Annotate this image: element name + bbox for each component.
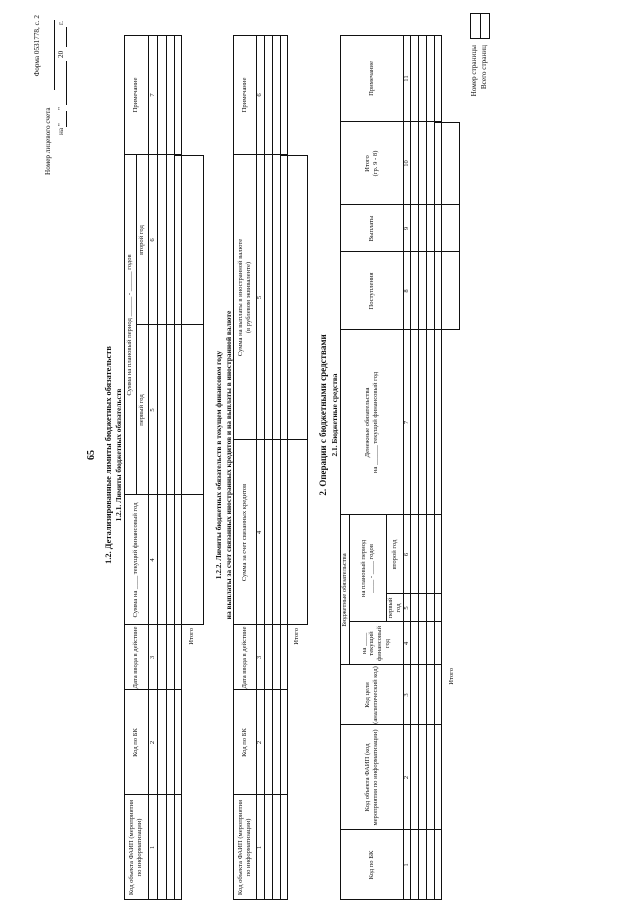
col-note-header: Примечание bbox=[132, 77, 140, 113]
col-plan-period-header: Сумма на плановый период ______ - ______ годов bbox=[126, 254, 134, 396]
col3-first-year-header: первый год bbox=[386, 597, 402, 619]
page-number: 65 bbox=[86, 450, 97, 460]
col3-faip-header: Код объекта ФАИП (код мероприятия по информатизации) bbox=[363, 729, 379, 826]
section-1-2-title: 1.2. Детализированные лимиты бюджетных обязательств bbox=[104, 346, 113, 564]
limits-total-label: Итого bbox=[188, 628, 196, 645]
col-first-year-header: первый год bbox=[138, 394, 146, 426]
foreign-total-label: Итого bbox=[293, 628, 301, 645]
col2-faip-header: Код объекта ФАИП (мероприятия по информатизации) bbox=[236, 799, 252, 896]
col-date-header: Дата ввода в действие bbox=[132, 626, 140, 689]
col-second-year-header: второй год bbox=[138, 225, 146, 255]
col3-second-year-header: второй год bbox=[390, 539, 398, 570]
col3-bk-header: Код по БК bbox=[367, 850, 375, 880]
account-date: на " bbox=[57, 123, 65, 135]
account-number-line bbox=[54, 20, 55, 90]
col2-currency-header: Сумма на выплаты в иностранной валюте (в рублевом эквиваленте) bbox=[236, 238, 252, 357]
page-number-label: Номер страницы bbox=[470, 45, 478, 97]
section-2-title: 2. Операции с бюджетными средствами bbox=[318, 334, 328, 496]
col3-total-header: Итого (гр. 9 - 8) bbox=[363, 150, 379, 177]
section-1-2-2-title-line2: на выплаты за счет связанных иностранных кредитов и на выплаты в иностранной валюте bbox=[224, 310, 233, 620]
col-faip-header: Код объекта ФАИП (мероприятия по информатизации) bbox=[128, 799, 143, 896]
total-pages-label: Всего страниц bbox=[480, 45, 488, 90]
col3-note-header: Примечание bbox=[367, 61, 375, 96]
section-1-2-1-subtitle: 1.2.1. Лимиты бюджетных обязательств bbox=[114, 388, 123, 522]
col2-credits-header: Сумма за счет связанных кредитов bbox=[240, 483, 248, 582]
account-number-label: Номер лицевого счета bbox=[44, 107, 52, 175]
col-bk-header: Код по БК bbox=[132, 728, 140, 757]
form-reference: Форма 0531778, с. 2 bbox=[33, 15, 41, 77]
col3-current-fy-header: на ____ текущий финансовый год bbox=[360, 625, 391, 662]
col2-date-header: Дата ввода в действие bbox=[240, 626, 248, 689]
col3-plan-period-header: на плановый период ____ - ____ годов bbox=[359, 539, 375, 598]
funds-total-label: Итого bbox=[448, 668, 456, 685]
col3-receipts-header: Поступления bbox=[367, 272, 375, 310]
col3-budget-obligations-header: Бюджетные обязательства bbox=[340, 553, 348, 627]
section-1-2-2-title: 1.2.2. Лимиты бюджетных обязательств в текущем финансовом году bbox=[214, 350, 223, 580]
col2-note-header: Примечание bbox=[240, 77, 248, 113]
col3-goal-header: Код цели (аналитический код) bbox=[363, 666, 379, 724]
rotated-form-sheet: 65 Форма 0531778, с. 2 Номер лицевого счета на " " 20 г. 1.2. Детализированные лимиты бюджетных обязательств 1.2.1. Лимиты бюджетных обязательств Итого Код объекта ФАИП (мероприятия по информатизации) Код по БК Дата ввода в действие Сумма на ____ текущий финансовый год Сумма на плановый период ______ - ______ годов первый год второй год Примечание 1 2 3 4 5 6 7 1.2.2. Лимиты бюджетных обязательств в текущем финансовом году на выплаты за счет связанных иностранных кредитов и на выплаты в иностранной валюте Итого Код объекта ФАИП (мероприятия по информатизации) Код по БК Дата ввода в действие Сумма за счет связанных кредитов Сумма на выплаты в иностранной валюте (в рублевом эквиваленте) Примечание 1 2 3 4 5 6 2. Операции с бюджетными средствами 2.1. Бюджетные средства Итого Код по БК Код объекта ФАИП (код мероприятия по информатизации) Код цели (аналитический код) Бюджетные обязательства на ____ текущий финансовый год на плановый период ____ - ____ годов первый год второй год Денежные обязательства на ______ текущий финансовый год Поступления Выплаты Итого (гр. 9 - 8) Примечание 1 2 3 4 5 6 7 8 9 10 11 Номер страницы Всего страниц bbox=[0, 0, 640, 905]
col3-payments-header: Выплаты bbox=[367, 215, 375, 242]
col-current-fy-header: Сумма на ____ текущий финансовый год bbox=[132, 502, 140, 618]
col2-bk-header: Код по БК bbox=[240, 728, 248, 757]
col3-money-obligations-header: Денежные обязательства на ______ текущий финансовый год bbox=[363, 371, 379, 474]
section-2-1-subtitle: 2.1. Бюджетные средства bbox=[330, 373, 339, 457]
